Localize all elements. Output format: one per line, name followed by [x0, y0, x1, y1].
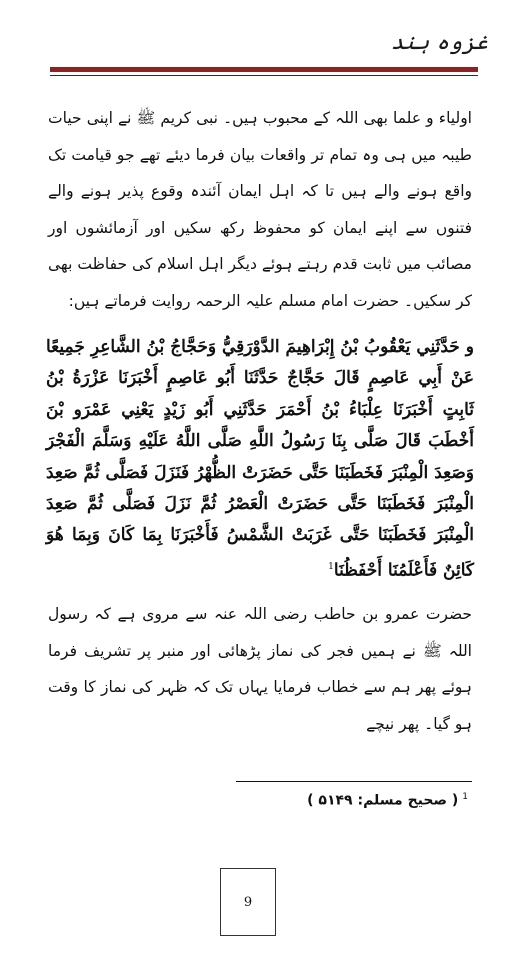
footnote-separator — [236, 781, 472, 782]
footnote — [307, 792, 468, 809]
footnote-number: 1 — [462, 792, 468, 802]
hadith-text: و حَدَّثَنِي يَعْقُوبُ بْنُ إِبْرَاهِيمَ الدَّوْرَقِيُّ وَحَجَّاجُ بْنُ الشَّاعِرِ جَمِيعًا عَنْ أَبِي عَاصِمٍ قَالَ حَجَّاجٌ حَدَّثَنَا أَبُو عَاصِمٍ أَخْبَرَنَا عَزْرَةُ بْنُ ثَابِتٍ أَخْبَرَنَا عِلْبَاءُ بْنُ أَحْمَرَ حَدَّثَنِي أَبُو زَيْدٍ يَعْنِي عَمْرَو بْنَ أَخْطَبَ قَالَ صَلَّى بِنَا رَسُولُ اللَّهِ صَلَّى اللَّهُ عَلَيْهِ وَسَلَّمَ الْفَجْرَ وَصَعِدَ الْمِنْبَرَ فَخَطَبَنَا حَتَّى حَضَرَتْ الظُّهْرُ فَنَزَلَ فَصَلَّى ثُمَّ صَعِدَ الْمِنْبَرَ فَخَطَبَنَا حَتَّى حَضَرَتْ الْعَصْرُ ثُمَّ نَزَلَ فَصَلَّى ثُمَّ صَعِدَ الْمِنْبَرَ فَخَطَبَنَا حَتَّى غَرَبَتْ الشَّمْسُ فَأَخْبَرَنَا بِمَا كَانَ وَبِمَا هُوَ كَائِنٌ فَأَعْلَمُنَا أَحْفَظُنَا — [46, 337, 474, 581]
page-number: 9 — [243, 894, 253, 910]
header-rule-thin — [50, 75, 478, 76]
hadith-footnote-marker: 1 — [328, 561, 334, 572]
header-rule-thick — [50, 67, 478, 72]
running-header-title: غزوہ ہند — [390, 30, 488, 55]
page-number-box — [220, 868, 276, 936]
urdu-paragraph-intro: اولیاء و علما بھی اللہ کے محبوب ہیں۔ نبی کریم ﷺ نے اپنی حیات طیبہ میں ہی وہ تمام تر واقعات بیان فرما دیئے تھے جو قیامت تک واقع ہونے والے ہیں تا کہ اہل ایمان آئندہ وقوع پذیر ہونے والے فتنوں سے اپنے ایمان کو محفوظ رکھ سکیں اور آزمائشوں اور مصائب میں ثابت قدم رہتے ہوئے دیگر اہل اسلام کی حفاظت بھی کر سکیں۔ حضرت امام مسلم علیہ الرحمہ روایت فرماتے ہیں: — [48, 109, 472, 310]
arabic-hadith-text — [46, 332, 474, 587]
urdu-paragraph-translation: حضرت عمرو بن حاطب رضی اللہ عنہ سے مروی ہے کہ رسول اللہ ﷺ نے ہمیں فجر کی نماز پڑھائی اور منبر پر تشریف فرما ہوئے پھر ہم سے خطاب فرمایا یہاں تک کہ ظہر کی نماز کا وقت ہو گیا۔ پھر نیچے — [48, 605, 472, 733]
footnote-text: ( صحیح مسلم: ۵۱۴۹ ) — [307, 792, 459, 809]
